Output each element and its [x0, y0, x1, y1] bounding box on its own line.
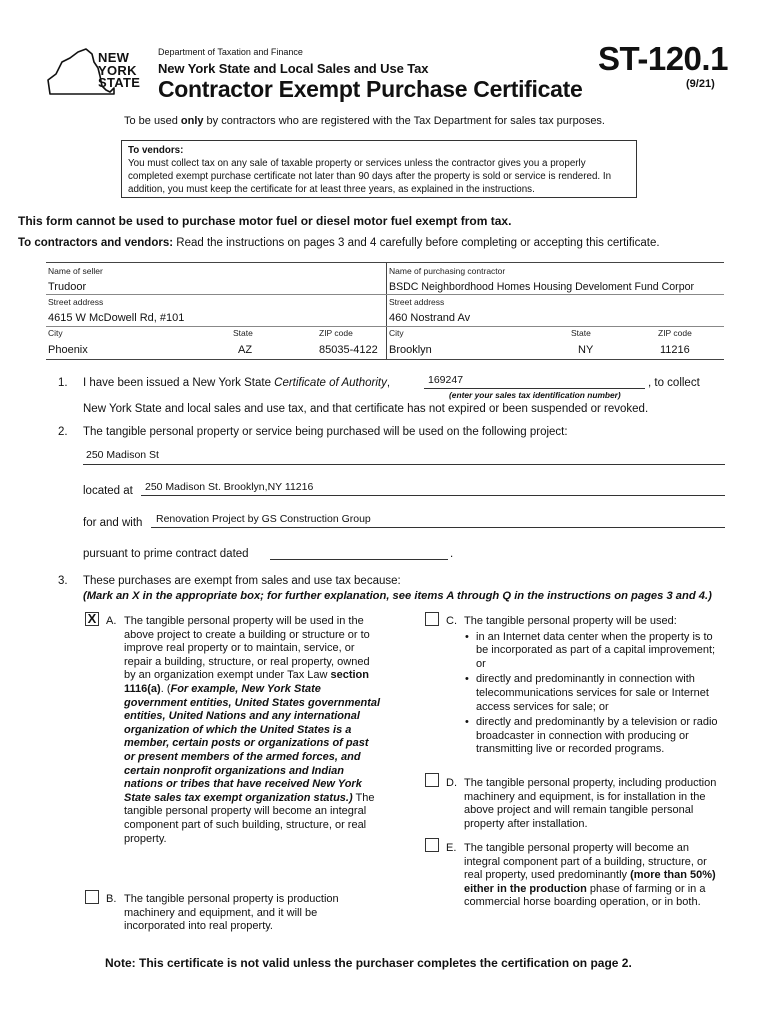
item-1-suffix: , to collect — [648, 377, 700, 389]
seller-city-field[interactable]: Phoenix — [48, 344, 88, 356]
item-3-number: 3. — [58, 575, 68, 587]
item-1-number: 1. — [58, 377, 68, 389]
option-a-letter: A. — [106, 615, 117, 627]
contractor-name-field[interactable]: BSDC Neighbordhood Homes Housing Develoment Fund Corpor — [389, 281, 695, 293]
seller-zip-label: ZIP code — [319, 328, 353, 338]
instructions-warning: To contractors and vendors: Read the instructions on pages 3 and 4 carefully before completing or accepting this certificate. — [18, 237, 660, 249]
contractor-name-label: Name of purchasing contractor — [389, 266, 506, 276]
contractor-city-label: City — [389, 328, 404, 338]
intro-text: To be used only by contractors who are registered with the Tax Department for sales tax purposes. — [124, 115, 605, 127]
certification-note: Note: This certificate is not valid unless the purchaser completes the certification on page 2. — [105, 956, 632, 970]
seller-name-label: Name of seller — [48, 266, 103, 276]
seller-street-field[interactable]: 4615 W McDowell Rd, #101 — [48, 312, 185, 324]
logo-text — [98, 52, 148, 90]
seller-zip-field[interactable]: 85035-4122 — [319, 344, 378, 356]
seller-contractor-table — [46, 262, 724, 360]
option-c-text: The tangible personal property will be used: • in an Internet data center when the property is to be incorporated as part of a capital improvement; or • directly and predominantly in connection with telecommunications services for sale or Internet access services for sale; or • directly and predominantly by a television or radio broadcaster in connection with producing or transmitting live or recorded programs. — [464, 615, 726, 757]
contractor-city-field[interactable]: Brooklyn — [389, 344, 432, 356]
option-c-bullet-3: • directly and predominantly by a television or radio broadcaster in connection with producing or transmitting live or recorded programs. — [464, 716, 726, 757]
option-b-letter: B. — [106, 893, 117, 905]
option-a-text: The tangible personal property will be used in the above project to create a building or structure or to improve real property or to maintain, service, or repair a building, structure, or real property, owned by an organization exempt under Tax Law section 1116(a). (For example, New York State government entities, United States governmental entities, United Nations and any international organization of which the United States is a member, certain posts or organizations of past or present members of the armed forces, and certain nonprofit organizations and Indian nations or tribes that have received New York State sales tax exempt organization status.) The tangible personal property will become an integral component part of such building, structure, or real property. — [124, 615, 381, 845]
item-2-text: The tangible personal property or service being purchased will be used on the following project: — [83, 426, 568, 438]
seller-name-field[interactable]: Trudoor — [48, 281, 87, 293]
logo-word-york: YORK — [98, 62, 137, 78]
motor-fuel-warning: This form cannot be used to purchase motor fuel or diesel motor fuel exempt from tax. — [18, 214, 512, 228]
option-d-letter: D. — [446, 777, 457, 789]
option-d-checkbox[interactable] — [425, 773, 439, 787]
vendor-notice-box — [121, 140, 637, 198]
contractor-zip-label: ZIP code — [658, 328, 692, 338]
item-1-text: I have been issued a New York State Certificate of Authority, — [83, 377, 391, 389]
contractor-street-field[interactable]: 460 Nostrand Av — [389, 312, 471, 324]
logo-word-new: NEW — [98, 50, 130, 65]
option-e-checkbox[interactable] — [425, 838, 439, 852]
revision-date: (9/21) — [686, 78, 715, 90]
seller-street-label: Street address — [48, 297, 104, 307]
item-1-line-2: New York State and local sales and use tax, and that certificate has not expired or been suspended or revoked. — [83, 403, 649, 415]
form-number: ST-120.1 — [598, 40, 728, 77]
pursuant-end: . — [450, 548, 454, 560]
option-e-letter: E. — [446, 842, 457, 854]
contractor-zip-field[interactable]: 11216 — [660, 344, 690, 356]
item-2-number: 2. — [58, 426, 68, 438]
tax-id-hint: (enter your sales tax identification number) — [449, 390, 621, 400]
item-3-subtext: (Mark an X in the appropriate box; for further explanation, see items A through Q in the instructions on pages 3 and 4.) — [83, 590, 712, 602]
vendor-notice-body: You must collect tax on any sale of taxable property or services unless the contractor gives you a properly completed exempt purchase certificate not later than 90 days after the property is sold or service is rendered. In addition, you must keep the certificate for at least three years, as explained in the instructions. — [128, 158, 612, 195]
contractor-state-label: State — [571, 328, 591, 338]
seller-state-field[interactable]: AZ — [238, 344, 253, 356]
for-and-with-field[interactable]: Renovation Project by GS Construction Group — [151, 513, 725, 528]
option-c-letter: C. — [446, 615, 457, 627]
form-subtitle: New York State and Local Sales and Use Tax — [158, 61, 429, 76]
vendor-notice-heading: To vendors: — [128, 145, 184, 156]
option-a-checkbox[interactable]: X — [85, 612, 99, 626]
option-b-text: The tangible personal property is production machinery and equipment, and it will be incorporated into real property. — [124, 893, 339, 933]
item-3-text: These purchases are exempt from sales and use tax because: — [83, 575, 401, 587]
certificate-of-authority-field[interactable]: 169247 — [424, 374, 645, 389]
project-field[interactable]: 250 Madison St — [83, 449, 725, 465]
option-d-text: The tangible personal property, including production machinery and equipment, is for installation in the above project and will remain tangible personal property after installation. — [464, 777, 717, 830]
for-and-with-label: for and with — [83, 517, 143, 529]
located-at-label: located at — [83, 485, 133, 497]
form-title: Contractor Exempt Purchase Certificate — [158, 76, 583, 102]
department-name: Department of Taxation and Finance — [158, 47, 303, 57]
contractor-street-label: Street address — [389, 297, 445, 307]
prime-contract-date-field[interactable] — [270, 545, 448, 560]
option-c-checkbox[interactable] — [425, 612, 439, 626]
option-c-bullet-1: • in an Internet data center when the property is to be incorporated as part of a capital improvement; or — [464, 631, 726, 672]
option-b-checkbox[interactable] — [85, 890, 99, 904]
seller-state-label: State — [233, 328, 253, 338]
seller-city-label: City — [48, 328, 63, 338]
logo-word-state: STATE — [98, 75, 141, 90]
contractor-state-field[interactable]: NY — [578, 344, 594, 356]
located-at-field[interactable]: 250 Madison St. Brooklyn,NY 11216 — [141, 481, 725, 496]
option-c-bullet-2: • directly and predominantly in connection with telecommunications services for sale or Internet access services for sale; or — [464, 673, 726, 714]
pursuant-label: pursuant to prime contract dated — [83, 548, 249, 560]
option-e-text: The tangible personal property will become an integral component part of a building, structure, or real property, used predominantly (more than 50%) either in the production phase of farming or in a commercial horse boarding operation, or in both. — [464, 842, 716, 909]
